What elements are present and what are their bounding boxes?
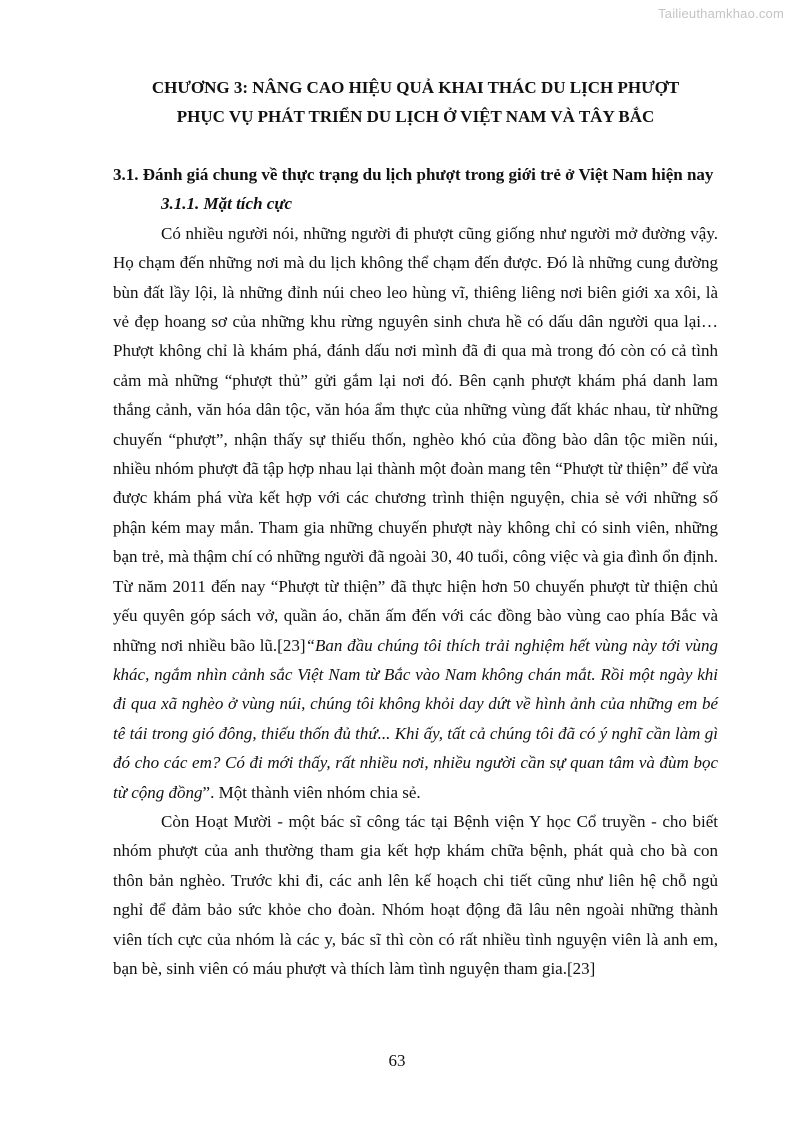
chapter-title-line-1: CHƯƠNG 3: NÂNG CAO HIỆU QUẢ KHAI THÁC DU LỊCH PHƯỢT (151, 78, 680, 97)
document-page (113, 0, 718, 983)
chapter-title (113, 73, 718, 131)
subsection-heading: 3.1.1. Mặt tích cực (161, 194, 293, 214)
watermark: Tailieuthamkhao.com (658, 6, 784, 21)
chapter-title-line-2: PHỤC VỤ PHÁT TRIỂN DU LỊCH Ở VIỆT NAM VÀ TÂY BẮC (176, 107, 655, 126)
section-heading: 3.1. Đánh giá chung về thực trạng du lịch phượt trong giới trẻ ở Việt Nam hiện nay (113, 165, 714, 184)
paragraph-1-text: Có nhiều người nói, những người đi phượt cũng giống như người mở đường vậy. Họ chạm đến những nơi mà du lịch không thể chạm đến được. Đó là những cung đường bùn đất lầy lội, là những đỉnh núi cheo leo hùng vĩ, thiêng liêng nơi biên giới xa xôi, là vẻ đẹp hoang sơ của những khu rừng nguyên sinh chưa hề có dấu dân người qua lại… Phượt không chỉ là khám phá, đánh dấu nơi mình đã đi qua mà trong đó còn có cả tình cảm mà những “phượt thủ” gửi gắm lại nơi đó. Bên cạnh phượt khám phá danh lam thắng cảnh, văn hóa dân tộc, văn hóa ẩm thực của những vùng đất khác nhau, từ những chuyến “phượt”, nhận thấy sự thiếu thốn, nghèo khó của đồng bào dân tộc miền núi, nhiều nhóm phượt đã tập hợp nhau lại thành một đoàn mang tên “Phượt từ thiện” để vừa được khám phá vừa kết hợp với các chương trình thiện nguyện, chia sẻ với những số phận kém may mắn. Tham gia những chuyến phượt này không chỉ có sinh viên, những bạn trẻ, mà thậm chí có những người đã ngoài 30, 40 tuổi, công việc và gia đình ổn định. Từ năm 2011 đến nay “Phượt từ thiện” đã thực hiện hơn 50 chuyến phượt từ thiện chủ yếu quyên góp sách vở, quần áo, chăn ấm đến với các đồng bào vùng cao phía Bắc và những nơi nhiều bão lũ.[23] (113, 223, 718, 655)
paragraph-1-tail: ”. Một thành viên nhóm chia sẻ. (202, 782, 421, 802)
paragraph-1 (113, 219, 718, 807)
paragraph-2: Còn Hoạt Mười - một bác sĩ công tác tại Bệnh viện Y học Cổ truyền - cho biết nhóm phượt của anh thường tham gia kết hợp khám chữa bệnh, phát quà cho bà con thôn bản nghèo. Trước khi đi, các anh lên kế hoạch chi tiết cũng như liên hệ chỗ ngủ nghỉ để đảm bảo sức khỏe cho đoàn. Nhóm hoạt động đã lâu nên ngoài những thành viên tích cực của nhóm là các y, bác sĩ thì còn có rất nhiều tình nguyện viên là anh em, bạn bè, sinh viên có máu phượt và thích làm tình nguyện tham gia.[23] (113, 811, 718, 978)
paragraph-1-quote: “Ban đầu chúng tôi thích trải nghiệm hết vùng này tới vùng khác, ngắm nhìn cảnh sắc Việt Nam từ Bắc vào Nam không chán mắt. Rồi một ngày khi đi qua xã nghèo ở vùng núi, chúng tôi không khỏi day dứt về hình ảnh của những em bé tê tái trong gió đông, thiếu thốn đủ thứ... Khi ấy, tất cả chúng tôi đã có ý nghĩ cần làm gì đó cho các em? Có đi mới thấy, rất nhiều nơi, nhiều người cần sự quan tâm và đùm bọc từ cộng đồng (113, 635, 718, 802)
page-number: 63 (388, 1051, 406, 1070)
